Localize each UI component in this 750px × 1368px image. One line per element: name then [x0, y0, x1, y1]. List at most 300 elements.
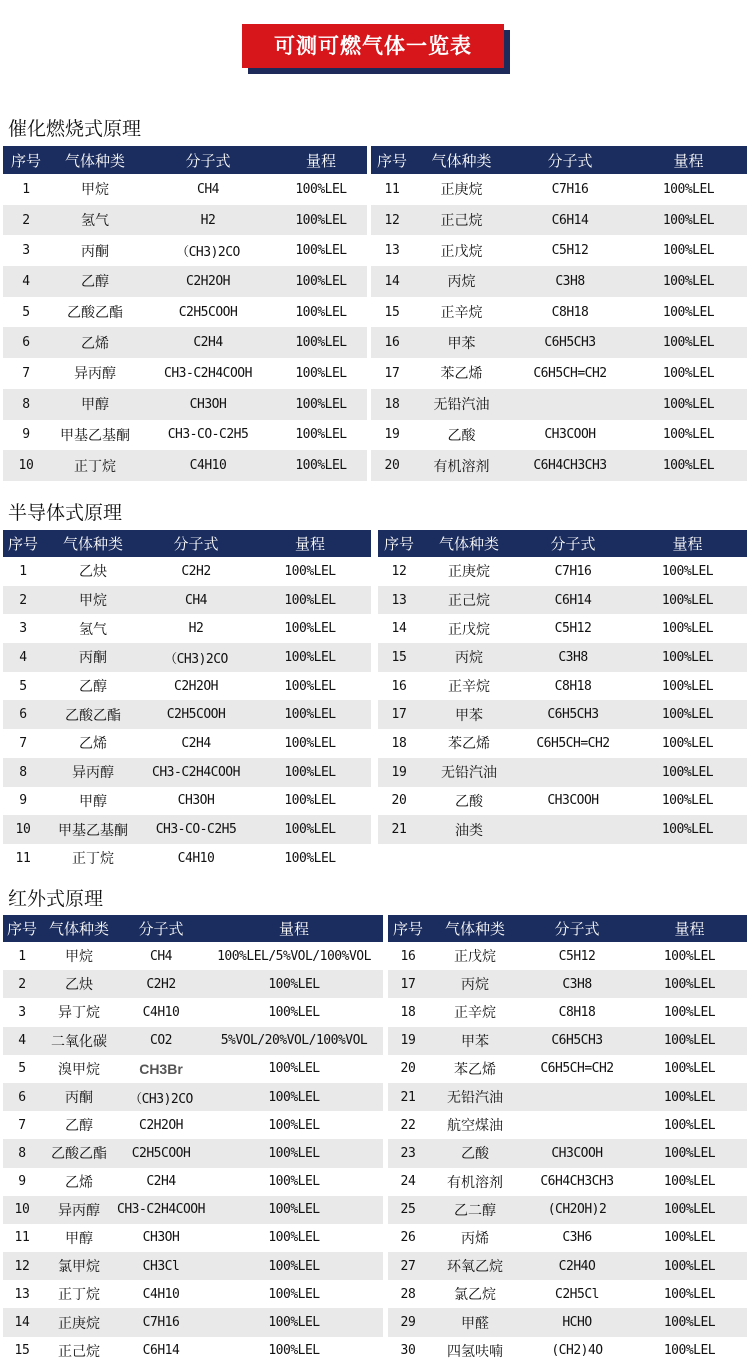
cell-range: 100%LEL: [249, 614, 371, 643]
cell-range: 100%LEL: [630, 389, 747, 420]
cell-formula: CO2: [117, 1027, 205, 1055]
cell-range: 100%LEL: [628, 586, 747, 615]
table-row: [371, 235, 747, 266]
cell-range: 100%LEL: [632, 1224, 747, 1252]
table-row: [3, 729, 371, 758]
cell-formula: CH3-C2H4COOH: [143, 758, 249, 787]
cell-formula: C2H4: [117, 1168, 205, 1196]
cell-gas-name: 无铅汽油: [413, 389, 510, 420]
cell-formula: C3H8: [510, 266, 630, 297]
cell-gas-name: 正丁烷: [49, 450, 141, 481]
table-row: [388, 1308, 747, 1336]
cell-range: 100%LEL: [632, 942, 747, 970]
cell-formula: C6H5CH3: [510, 327, 630, 358]
cell-gas-name: 正己烷: [420, 586, 518, 615]
cell-formula: C6H5CH=CH2: [522, 1055, 632, 1083]
cell-gas-name: 乙烯: [43, 729, 143, 758]
table-row: [3, 174, 367, 205]
catalytic-table-left: [3, 146, 367, 481]
table-row: [3, 1252, 383, 1280]
cell-gas-name: 异丙醇: [41, 1196, 117, 1224]
cell-range: 100%LEL: [249, 557, 371, 586]
cell-seq: 20: [371, 450, 413, 481]
cell-seq: 15: [371, 297, 413, 328]
page-title-banner: 可测可燃气体一览表: [242, 24, 504, 68]
cell-range: 100%LEL: [632, 1083, 747, 1111]
table-row: [371, 266, 747, 297]
cell-gas-name: 乙酸: [428, 1139, 522, 1167]
cell-gas-name: 氯乙烷: [428, 1280, 522, 1308]
cell-formula: [518, 815, 628, 844]
cell-range: 100%LEL: [205, 1280, 383, 1308]
cell-formula: C2H4O: [522, 1252, 632, 1280]
cell-seq: 10: [3, 1196, 41, 1224]
cell-range: 100%LEL: [205, 1055, 383, 1083]
table-row: [388, 1139, 747, 1167]
cell-range: 100%LEL: [205, 1111, 383, 1139]
table-row: [388, 1055, 747, 1083]
cell-formula: HCHO: [522, 1308, 632, 1336]
header-formula: 分子式: [117, 915, 205, 942]
cell-range: 100%LEL: [275, 327, 367, 358]
table-row: [388, 1083, 747, 1111]
cell-range: 100%LEL: [628, 729, 747, 758]
table-row: [3, 844, 371, 873]
cell-gas-name: 环氧乙烷: [428, 1252, 522, 1280]
cell-seq: 30: [388, 1337, 428, 1365]
cell-seq: 23: [388, 1139, 428, 1167]
cell-formula: （CH3)2CO: [117, 1083, 205, 1111]
header-formula: 分子式: [510, 146, 630, 174]
table-row: [3, 672, 371, 701]
cell-gas-name: 甲基乙基酮: [43, 815, 143, 844]
cell-formula: CH3OH: [117, 1224, 205, 1252]
cell-range: 100%LEL: [205, 1252, 383, 1280]
cell-gas-name: 乙酸乙酯: [49, 297, 141, 328]
cell-range: 100%LEL: [275, 205, 367, 236]
table-row: [378, 729, 747, 758]
cell-gas-name: 正辛烷: [413, 297, 510, 328]
table-row: [378, 586, 747, 615]
cell-formula: C2H4: [143, 729, 249, 758]
cell-seq: 6: [3, 1083, 41, 1111]
cell-range: 100%LEL: [275, 420, 367, 451]
cell-range: 100%LEL: [628, 815, 747, 844]
cell-formula: C2H2OH: [143, 672, 249, 701]
table-row: [3, 1337, 383, 1365]
cell-formula: CH4: [117, 942, 205, 970]
header-range: 量程: [275, 146, 367, 174]
cell-gas-name: 油类: [420, 815, 518, 844]
cell-gas-name: 乙醇: [43, 672, 143, 701]
cell-formula: CH3-CO-C2H5: [143, 815, 249, 844]
cell-gas-name: 正丁烷: [43, 844, 143, 873]
cell-formula: C4H10: [141, 450, 275, 481]
table-row: [3, 586, 371, 615]
cell-range: 100%LEL: [628, 700, 747, 729]
cell-seq: 17: [388, 970, 428, 998]
cell-gas-name: 甲烷: [41, 942, 117, 970]
header-formula: 分子式: [141, 146, 275, 174]
cell-range: 100%LEL: [249, 787, 371, 816]
table-row: [388, 1027, 747, 1055]
table-row: [3, 1083, 383, 1111]
cell-gas-name: 异丁烷: [41, 998, 117, 1026]
cell-seq: 18: [388, 998, 428, 1026]
table-row: [3, 787, 371, 816]
cell-seq: 27: [388, 1252, 428, 1280]
cell-gas-name: 乙醇: [41, 1111, 117, 1139]
table-row: [388, 1168, 747, 1196]
table-row: [378, 614, 747, 643]
cell-formula: C6H5CH3: [518, 700, 628, 729]
cell-formula: C2H4: [141, 327, 275, 358]
cell-seq: 15: [3, 1337, 41, 1365]
cell-gas-name: 四氢呋喃: [428, 1337, 522, 1365]
cell-gas-name: 乙酸: [420, 787, 518, 816]
cell-seq: 29: [388, 1308, 428, 1336]
cell-gas-name: 氢气: [43, 614, 143, 643]
cell-seq: 5: [3, 672, 43, 701]
cell-seq: 28: [388, 1280, 428, 1308]
cell-gas-name: 乙二醇: [428, 1196, 522, 1224]
cell-range: 100%LEL: [632, 1168, 747, 1196]
cell-seq: 8: [3, 758, 43, 787]
cell-gas-name: 甲苯: [420, 700, 518, 729]
cell-seq: 20: [378, 787, 420, 816]
cell-range: 100%LEL: [630, 358, 747, 389]
table-row: [388, 1111, 747, 1139]
table-row: [3, 700, 371, 729]
table-row: [371, 389, 747, 420]
cell-formula: CH3-CO-C2H5: [141, 420, 275, 451]
cell-formula: H2: [143, 614, 249, 643]
cell-seq: 14: [378, 614, 420, 643]
table-row: [3, 389, 367, 420]
header-formula: 分子式: [522, 915, 632, 942]
cell-seq: 11: [3, 844, 43, 873]
header-gas-type: 气体种类: [49, 146, 141, 174]
table-header-row: [378, 530, 747, 557]
table-row: [3, 1055, 383, 1083]
cell-range: 100%LEL: [628, 643, 747, 672]
cell-formula: CH4: [143, 586, 249, 615]
cell-seq: 18: [371, 389, 413, 420]
cell-gas-name: 正庚烷: [420, 557, 518, 586]
cell-gas-name: 有机溶剂: [413, 450, 510, 481]
table-row: [378, 557, 747, 586]
cell-formula: C8H18: [522, 998, 632, 1026]
cell-gas-name: 异丙醇: [49, 358, 141, 389]
cell-range: 100%LEL: [205, 1308, 383, 1336]
cell-range: 100%LEL: [249, 815, 371, 844]
table-row: [371, 358, 747, 389]
cell-seq: 2: [3, 970, 41, 998]
cell-range: 100%LEL: [249, 844, 371, 873]
cell-range: 100%LEL: [630, 235, 747, 266]
cell-formula: C7H16: [117, 1308, 205, 1336]
table-row: [3, 297, 367, 328]
cell-formula: CH3OH: [143, 787, 249, 816]
cell-range: 100%LEL: [630, 205, 747, 236]
header-gas-type: 气体种类: [420, 530, 518, 557]
cell-range: 100%LEL: [628, 787, 747, 816]
cell-seq: 13: [3, 1280, 41, 1308]
section-title-semiconductor: 半导体式原理: [8, 502, 123, 524]
cell-seq: 12: [3, 1252, 41, 1280]
cell-gas-name: 甲苯: [413, 327, 510, 358]
cell-range: 5%VOL/20%VOL/100%VOL: [205, 1027, 383, 1055]
cell-range: 100%LEL: [275, 358, 367, 389]
cell-seq: 10: [3, 450, 49, 481]
cell-range: 100%LEL: [205, 1139, 383, 1167]
cell-seq: 16: [388, 942, 428, 970]
cell-formula: C3H6: [522, 1224, 632, 1252]
cell-range: 100%LEL: [632, 1027, 747, 1055]
cell-seq: 14: [3, 1308, 41, 1336]
cell-gas-name: 苯乙烯: [413, 358, 510, 389]
cell-gas-name: 氯甲烷: [41, 1252, 117, 1280]
table-header-row: [371, 146, 747, 174]
cell-gas-name: 丙烷: [420, 643, 518, 672]
cell-formula: CH3OH: [141, 389, 275, 420]
cell-range: 100%LEL: [275, 266, 367, 297]
cell-range: 100%LEL: [632, 1139, 747, 1167]
cell-seq: 12: [371, 205, 413, 236]
cell-formula: C6H14: [518, 586, 628, 615]
cell-range: 100%LEL: [628, 614, 747, 643]
cell-range: 100%LEL: [630, 450, 747, 481]
cell-seq: 4: [3, 643, 43, 672]
table-row: [3, 970, 383, 998]
cell-seq: 3: [3, 614, 43, 643]
section-title-catalytic: 催化燃烧式原理: [8, 118, 142, 140]
cell-range: 100%LEL: [275, 389, 367, 420]
table-row: [378, 643, 747, 672]
cell-formula: C3H8: [518, 643, 628, 672]
cell-gas-name: 正辛烷: [420, 672, 518, 701]
cell-formula: CH4: [141, 174, 275, 205]
cell-seq: 5: [3, 297, 49, 328]
cell-seq: 22: [388, 1111, 428, 1139]
cell-gas-name: 甲烷: [43, 586, 143, 615]
cell-seq: 25: [388, 1196, 428, 1224]
cell-seq: 26: [388, 1224, 428, 1252]
cell-range: 100%LEL: [628, 672, 747, 701]
cell-seq: 11: [371, 174, 413, 205]
cell-gas-name: 有机溶剂: [428, 1168, 522, 1196]
cell-formula: （CH3)2CO: [141, 235, 275, 266]
cell-formula: CH3-C2H4COOH: [141, 358, 275, 389]
header-seq: 序号: [388, 915, 428, 942]
cell-seq: 7: [3, 1111, 41, 1139]
cell-range: 100%LEL: [630, 297, 747, 328]
header-seq: 序号: [3, 915, 41, 942]
cell-gas-name: 乙酸乙酯: [43, 700, 143, 729]
table-row: [371, 205, 747, 236]
table-row: [378, 758, 747, 787]
cell-gas-name: 丙烯: [428, 1224, 522, 1252]
cell-range: 100%LEL: [630, 420, 747, 451]
cell-formula: CH3COOH: [522, 1139, 632, 1167]
header-range: 量程: [632, 915, 747, 942]
cell-range: 100%LEL: [205, 1196, 383, 1224]
cell-gas-name: 二氧化碳: [41, 1027, 117, 1055]
table-row: [3, 420, 367, 451]
cell-range: 100%LEL: [632, 998, 747, 1026]
cell-formula: CH3Cl: [117, 1252, 205, 1280]
cell-formula: C6H4CH3CH3: [510, 450, 630, 481]
cell-formula: C2H2: [117, 970, 205, 998]
cell-formula: C2H5COOH: [117, 1139, 205, 1167]
cell-range: 100%LEL: [630, 174, 747, 205]
cell-seq: 15: [378, 643, 420, 672]
cell-seq: 9: [3, 420, 49, 451]
cell-seq: 18: [378, 729, 420, 758]
cell-gas-name: 正己烷: [413, 205, 510, 236]
table-row: [3, 1168, 383, 1196]
cell-seq: 4: [3, 266, 49, 297]
cell-gas-name: 甲基乙基酮: [49, 420, 141, 451]
cell-formula: H2: [141, 205, 275, 236]
cell-range: 100%LEL: [275, 297, 367, 328]
table-row: [3, 643, 371, 672]
cell-range: 100%LEL: [205, 1083, 383, 1111]
cell-formula: C8H18: [518, 672, 628, 701]
table-row: [3, 1027, 383, 1055]
cell-seq: 1: [3, 942, 41, 970]
cell-gas-name: 苯乙烯: [428, 1055, 522, 1083]
cell-seq: 21: [388, 1083, 428, 1111]
cell-formula: C5H12: [510, 235, 630, 266]
cell-gas-name: 乙醇: [49, 266, 141, 297]
table-row: [3, 1196, 383, 1224]
table-row: [388, 1196, 747, 1224]
cell-gas-name: 正戊烷: [413, 235, 510, 266]
cell-range: 100%LEL: [632, 1055, 747, 1083]
table-row: [378, 700, 747, 729]
table-row: [3, 1111, 383, 1139]
cell-formula: C4H10: [117, 998, 205, 1026]
table-row: [388, 1337, 747, 1365]
cell-seq: 6: [3, 700, 43, 729]
cell-seq: 19: [371, 420, 413, 451]
cell-seq: 7: [3, 358, 49, 389]
cell-formula: CH3COOH: [510, 420, 630, 451]
cell-range: 100%LEL: [205, 1168, 383, 1196]
table-header-row: [3, 146, 367, 174]
cell-seq: 11: [3, 1224, 41, 1252]
cell-formula: [522, 1111, 632, 1139]
cell-gas-name: 苯乙烯: [420, 729, 518, 758]
cell-range: 100%LEL: [249, 700, 371, 729]
cell-gas-name: 乙烯: [49, 327, 141, 358]
cell-gas-name: 乙酸乙酯: [41, 1139, 117, 1167]
table-row: [3, 942, 383, 970]
table-row: [3, 205, 367, 236]
header-seq: 序号: [378, 530, 420, 557]
cell-seq: 3: [3, 998, 41, 1026]
table-row: [3, 327, 367, 358]
table-row: [388, 1252, 747, 1280]
cell-range: 100%LEL: [205, 970, 383, 998]
cell-gas-name: 正庚烷: [413, 174, 510, 205]
cell-formula: C6H14: [510, 205, 630, 236]
table-row: [388, 998, 747, 1026]
cell-formula: C8H18: [510, 297, 630, 328]
infrared-table-left: [3, 915, 383, 1365]
cell-seq: 4: [3, 1027, 41, 1055]
cell-formula: C7H16: [510, 174, 630, 205]
cell-formula: C2H2: [143, 557, 249, 586]
cell-range: 100%LEL: [632, 1196, 747, 1224]
cell-range: 100%LEL: [275, 235, 367, 266]
cell-range: 100%LEL: [632, 970, 747, 998]
cell-gas-name: 乙烯: [41, 1168, 117, 1196]
table-row: [3, 358, 367, 389]
table-row: [371, 174, 747, 205]
cell-seq: 1: [3, 174, 49, 205]
cell-seq: 13: [371, 235, 413, 266]
table-row: [3, 266, 367, 297]
cell-formula: C6H5CH=CH2: [518, 729, 628, 758]
header-gas-type: 气体种类: [413, 146, 510, 174]
cell-range: 100%LEL: [205, 998, 383, 1026]
header-gas-type: 气体种类: [428, 915, 522, 942]
cell-gas-name: 航空煤油: [428, 1111, 522, 1139]
cell-range: 100%LEL: [628, 557, 747, 586]
table-header-row: [3, 915, 383, 942]
cell-seq: 21: [378, 815, 420, 844]
cell-seq: 17: [371, 358, 413, 389]
cell-range: 100%LEL: [632, 1337, 747, 1365]
cell-gas-name: 正戊烷: [420, 614, 518, 643]
table-row: [388, 1280, 747, 1308]
cell-gas-name: 异丙醇: [43, 758, 143, 787]
cell-formula: C7H16: [518, 557, 628, 586]
cell-range: 100%LEL: [630, 327, 747, 358]
cell-formula: C6H4CH3CH3: [522, 1168, 632, 1196]
cell-seq: 13: [378, 586, 420, 615]
cell-formula: C6H14: [117, 1337, 205, 1365]
table-row: [3, 614, 371, 643]
cell-seq: 3: [3, 235, 49, 266]
cell-formula: [522, 1083, 632, 1111]
cell-gas-name: 正辛烷: [428, 998, 522, 1026]
cell-range: 100%LEL: [275, 450, 367, 481]
header-formula: 分子式: [143, 530, 249, 557]
cell-range: 100%LEL/5%VOL/100%VOL: [205, 942, 383, 970]
cell-gas-name: 正丁烷: [41, 1280, 117, 1308]
cell-gas-name: 甲苯: [428, 1027, 522, 1055]
table-row: [3, 235, 367, 266]
table-row: [371, 327, 747, 358]
cell-gas-name: 乙炔: [41, 970, 117, 998]
cell-formula: (CH2)4O: [522, 1337, 632, 1365]
cell-formula: C6H5CH=CH2: [510, 358, 630, 389]
semiconductor-table-right: [378, 530, 747, 844]
cell-seq: 19: [388, 1027, 428, 1055]
cell-range: 100%LEL: [205, 1224, 383, 1252]
table-row: [378, 672, 747, 701]
cell-seq: 7: [3, 729, 43, 758]
cell-gas-name: 乙炔: [43, 557, 143, 586]
cell-range: 100%LEL: [632, 1252, 747, 1280]
cell-seq: 24: [388, 1168, 428, 1196]
cell-gas-name: 丙烷: [428, 970, 522, 998]
cell-formula: C5H12: [518, 614, 628, 643]
cell-gas-name: 溴甲烷: [41, 1055, 117, 1083]
